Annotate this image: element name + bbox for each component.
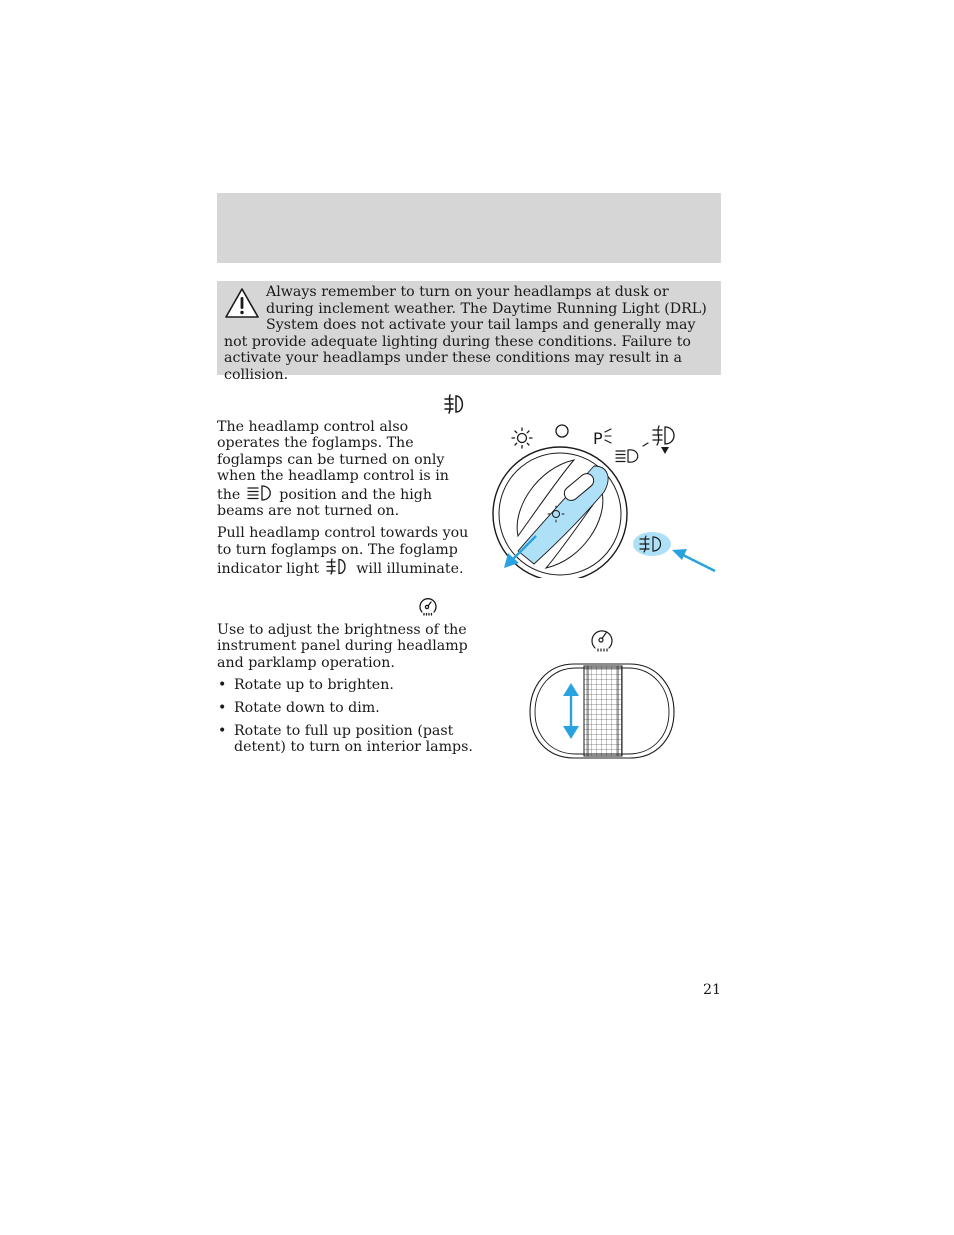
foglamp-indicator-icon xyxy=(324,558,352,575)
bullet-dot: • xyxy=(218,677,227,694)
foglamp-icon xyxy=(443,393,467,415)
dimmer-thumbwheel xyxy=(584,666,622,756)
foglamp-paragraph-2-start: Pull headlamp control towards you to turn foglamps on. The foglamp indicator light xyxy=(217,525,469,578)
bullet-dot: • xyxy=(218,723,227,740)
off-position-icon xyxy=(556,425,568,437)
daytime-lights-icon xyxy=(512,428,532,448)
foglamp-paragraph-1-end: position and the high beams are not turned on. xyxy=(217,486,432,520)
bullet-dot: • xyxy=(218,700,227,717)
warning-triangle-icon xyxy=(224,286,260,320)
panel-dimmer-icon xyxy=(418,596,438,616)
foglamp-paragraph-2-end: will illuminate. xyxy=(356,561,464,578)
list-item xyxy=(217,700,479,716)
list-item xyxy=(217,723,479,756)
foglamp-text-block xyxy=(217,419,469,584)
panel-dimmer-figure xyxy=(526,624,678,762)
panel-dimmer-icon xyxy=(592,631,612,651)
parking-lamps-label: P xyxy=(593,429,603,448)
list-item xyxy=(217,677,479,693)
indicator-arrow-icon xyxy=(672,549,715,571)
headlamps-icon xyxy=(616,443,648,462)
bullet-text: Rotate down to dim. xyxy=(234,700,380,717)
panel-dimmer-bullets xyxy=(217,677,479,756)
foglamp-icon xyxy=(653,426,674,445)
section-header-band xyxy=(217,193,721,263)
pull-down-arrow-icon xyxy=(661,447,669,454)
warning-text: Always remember to turn on your headlamps at dusk or during inclement weather. The Daytime Running Light (DRL) System does not activate your tail lamps and generally may not provide adequate lighting during these conditions. Failure to activate your headlamps under these conditions may result in a collision. xyxy=(224,284,707,383)
foglamp-paragraph-2 xyxy=(217,525,469,577)
panel-dimmer-text-block xyxy=(217,622,479,762)
bullet-text: Rotate up to brighten. xyxy=(234,677,394,694)
panel-dimmer-intro: Use to adjust the brightness of the instrument panel during headlamp and parklamp operation. xyxy=(217,622,468,671)
foglamp-paragraph-1 xyxy=(217,419,469,519)
foglamp-indicator-highlight xyxy=(633,532,671,556)
bullet-text: Rotate to full up position (past detent) to turn on interior lamps. xyxy=(234,723,473,756)
parking-lamps-icon xyxy=(593,429,611,448)
warning-box xyxy=(217,281,721,383)
headlamps-icon xyxy=(245,485,275,501)
headlamp-control-figure xyxy=(490,418,722,578)
page-number: 21 xyxy=(702,982,721,998)
foglamp-paragraph-1-start: The headlamp control also operates the foglamps. The foglamps can be turned on only when the headlamp control is in the xyxy=(217,419,449,503)
